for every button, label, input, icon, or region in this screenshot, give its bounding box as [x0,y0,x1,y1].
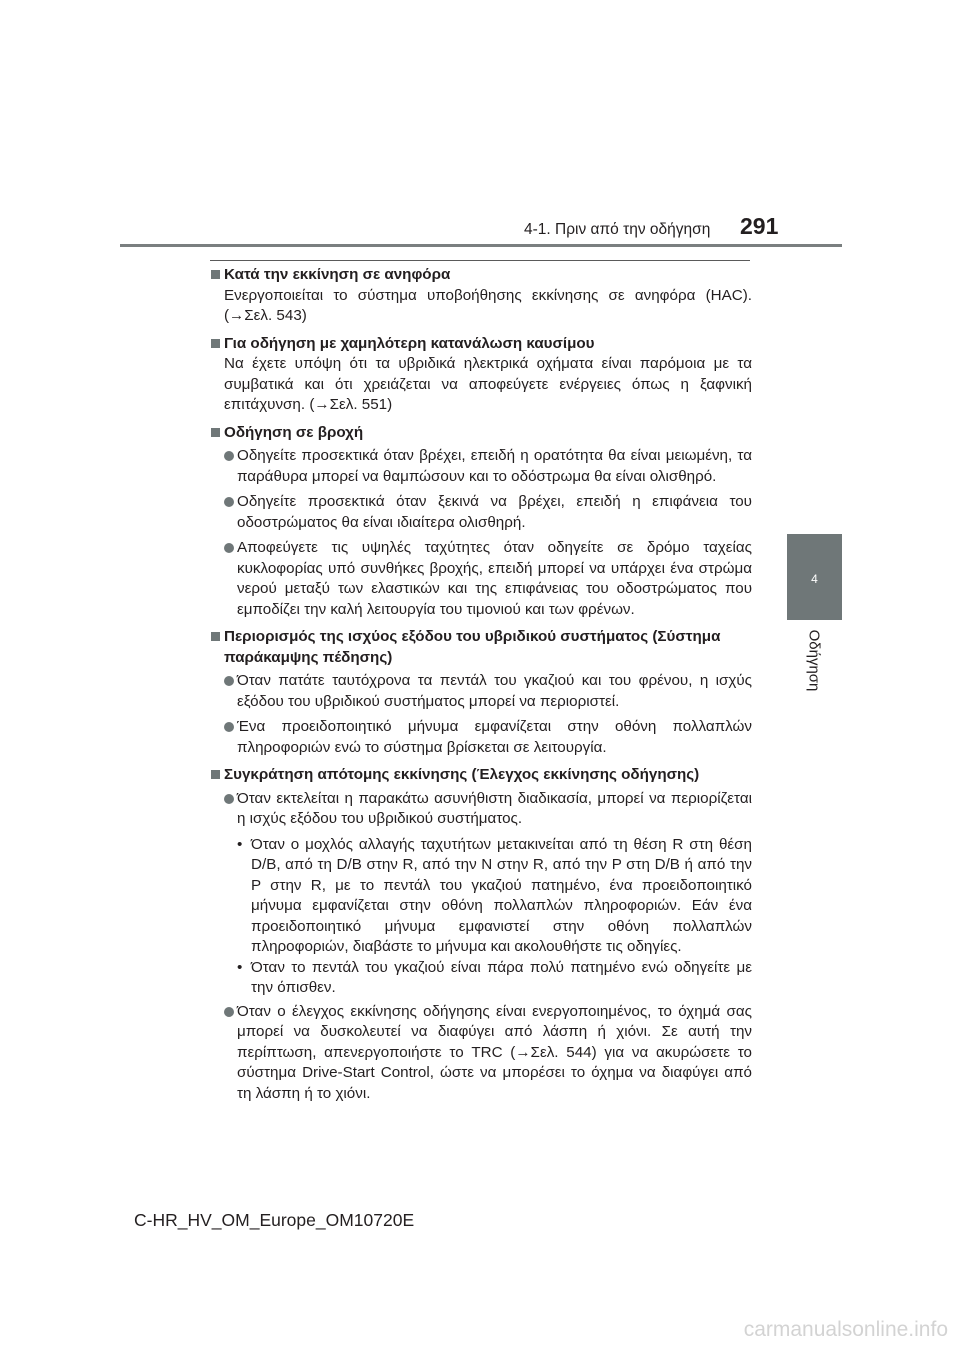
list-item: Οδηγείτε προσεκτικά όταν ξεκινά να βρέχει, επειδή η επιφάνεια του οδοστρώματος θα είναι ιδιαίτερα ολισθηρή. [210,492,752,533]
list-item: Όταν ο έλεγχος εκκίνησης οδήγησης είναι ενεργοποιημένος, το όχημά σας μπορεί να δυσκολευτεί να διαφύγει από λάσπη ή χιόνι. Σε αυτή την περίπτωση, απενεργοποιήστε το TRC (→Σελ. 544) για να ακυρώσετε το σύστημα Drive-Start Control, ώστε να μπορέσει το όχημα να διαφύγει από τη λάσπη ή το χιόνι. [210,1002,752,1105]
section-title: Οδήγηση σε βροχή [210,423,752,444]
chapter-tab-label: Οδήγηση [805,629,823,692]
sub-bullet-marker: • [237,835,243,853]
circle-bullet-icon [224,794,234,804]
circle-bullet-icon [224,451,234,461]
section-text: Να έχετε υπόψη ότι τα υβριδικά ηλεκτρικά οχήματα είναι παρόμοια με τα συμβατικά και ότι χρειάζεται να αποφεύγετε ενέργειες όπως η ξαφνική επιτάχυνση. (→Σελ. 551) [224,355,752,413]
chapter-tab [787,534,842,620]
chapter-tab-number: 4 [811,572,818,586]
watermark: carmanualsonline.info [743,1318,948,1341]
chapter-header: 4-1. Πριν από την οδήγηση [524,221,711,238]
list-item: Όταν εκτελείται η παρακάτω ασυνήθιστη διαδικασία, μπορεί να περιορίζεται η ισχύς εξόδου του υβριδικού συστήματος. [210,789,752,830]
square-bullet-icon [211,632,220,641]
page-content [210,265,752,1111]
square-bullet-icon [211,270,220,279]
circle-bullet-icon [224,1007,234,1017]
circle-bullet-icon [224,676,234,686]
page-number: 291 [740,213,779,239]
list-item: Οδηγείτε προσεκτικά όταν βρέχει, επειδή η ορατότητα θα είναι μειωμένη, τα παράθυρα μπορεί να θαμπώσουν και το οδόστρωμα θα είναι ολισθηρό. [210,446,752,487]
section-fuel-economy [210,334,752,416]
section-hill-start [210,265,752,327]
section-title: Περιορισμός της ισχύος εξόδου του υβριδικού συστήματος (Σύστημα παράκαμψης πέδησης) [210,627,752,668]
sub-bullet-marker: • [237,958,243,976]
section-brake-override [210,627,752,758]
content-divider [210,260,750,261]
list-item: Ένα προειδοποιητικό μήνυμα εμφανίζεται στην οθόνη πολλαπλών πληροφοριών ενώ το σύστημα βρίσκεται σε λειτουργία. [210,717,752,758]
square-bullet-icon [211,770,220,779]
header-divider [120,244,842,247]
section-title: Συγκράτηση απότομης εκκίνησης (Έλεγχος εκκίνησης οδήγησης) [210,765,752,786]
sub-list-item: • Όταν το πεντάλ του γκαζιού είναι πάρα πολύ πατημένο ενώ οδηγείτε με την όπισθεν. [237,958,752,996]
square-bullet-icon [211,428,220,437]
list-item: Όταν πατάτε ταυτόχρονα τα πεντάλ του γκαζιού και του φρένου, η ισχύς εξόδου του υβριδικού συστήματος μπορεί να περιοριστεί. [210,671,752,712]
list-item: Αποφεύγετε τις υψηλές ταχύτητες όταν οδηγείτε σε δρόμο ταχείας κυκλοφορίας υπό συνθήκες βροχής, επειδή μπορεί να υπάρχει ένα στρώμα νερού μεταξύ των ελαστικών και της επιφάνειας του οδοστρώματος που εμποδίζει την καλή λειτουργία του τιμονιού και των φρένων. [210,538,752,620]
square-bullet-icon [211,339,220,348]
circle-bullet-icon [224,543,234,553]
section-text: Ενεργοποιείται το σύστημα υποβοήθησης εκκίνησης σε ανηφόρα (HAC). (→Σελ. 543) [224,286,752,324]
footer-doc-code: C-HR_HV_OM_Europe_OM10720E [134,1210,415,1230]
sub-list-item: • Όταν ο μοχλός αλλαγής ταχυτήτων μετακινείται από τη θέση R στη θέση D/B, από τη D/B στην R, από την N στην R, από την P στη D/B ή από την P στην R, με το πεντάλ του γκαζιού πατημένο, ένα προειδοποιητικό μήνυμα εμφανίζεται στην οθόνη πολλαπλών πληροφοριών. Εάν ένα προειδοποιητικό μήνυμα εμφανιστεί στην οθόνη πολλαπλών πληροφοριών, διαβάστε το μήνυμα και ακολουθήστε τις οδηγίες. [237,835,752,955]
section-title: Για οδήγηση με χαμηλότερη κατανάλωση καυσίμου [210,334,752,355]
circle-bullet-icon [224,497,234,507]
circle-bullet-icon [224,722,234,732]
section-rain-driving [210,423,752,621]
section-drive-start-control [210,765,752,1104]
section-title: Κατά την εκκίνηση σε ανηφόρα [210,265,752,286]
